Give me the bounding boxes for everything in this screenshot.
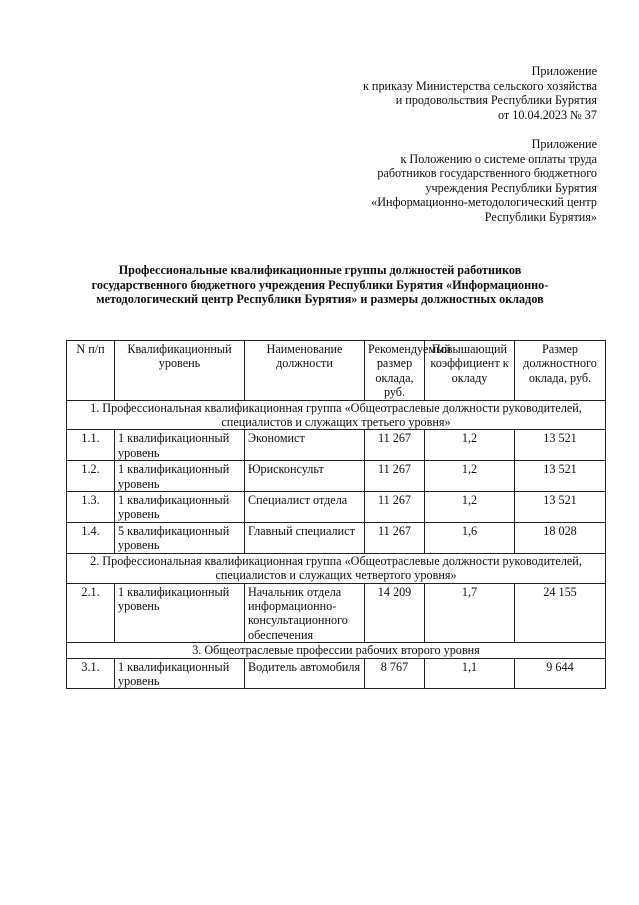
appendix-regulation-line: Республики Бурятия»: [484, 209, 597, 224]
cell-recommended-salary: 11 267: [365, 522, 425, 553]
group-row: [67, 400, 606, 430]
header-position: Наименование должности: [245, 341, 365, 401]
cell-level: 1 квалификационный уровень: [115, 583, 245, 643]
cell-coefficient: 1,2: [425, 430, 515, 461]
cell-position: Экономист: [245, 430, 365, 461]
cell-salary: 24 155: [515, 583, 606, 643]
cell-number: 1.2.: [67, 461, 115, 492]
cell-number: 1.3.: [67, 492, 115, 523]
cell-number: 3.1.: [67, 658, 115, 689]
appendix-order-note: [363, 64, 597, 122]
cell-coefficient: 1,7: [425, 583, 515, 643]
group-row: [67, 643, 606, 658]
header-qualification-level: Квалификационный уровень: [115, 341, 245, 401]
cell-recommended-salary: 8 767: [365, 658, 425, 689]
cell-recommended-salary: 11 267: [365, 492, 425, 523]
cell-level: 1 квалификационный уровень: [115, 461, 245, 492]
cell-coefficient: 1,2: [425, 461, 515, 492]
appendix-regulation-line: Приложение: [531, 137, 597, 151]
cell-position: Главный специалист: [245, 522, 365, 553]
table-row: [67, 583, 606, 643]
cell-number: 1.1.: [67, 430, 115, 461]
cell-salary: 18 028: [515, 522, 606, 553]
table-row: [67, 492, 606, 523]
group-title: 3. Общеотраслевые профессии рабочих второго уровня: [67, 643, 606, 658]
header-number: N п/п: [67, 341, 115, 401]
appendix-regulation-note: [371, 137, 597, 225]
table-row: [67, 430, 606, 461]
title-line: методологический центр Республики Бурятия» и размеры должностных окладов: [96, 292, 544, 307]
cell-position: Юрисконсульт: [245, 461, 365, 492]
group-title: 2. Профессиональная квалификационная группа «Общеотраслевые должности руководителей, специалистов и служащих четвертого уровня»: [67, 553, 606, 583]
cell-salary: 13 521: [515, 430, 606, 461]
cell-position: Начальник отдела информационно-консультационного обеспечения: [245, 583, 365, 643]
cell-salary: 13 521: [515, 492, 606, 523]
cell-coefficient: 1,1: [425, 658, 515, 689]
document-title: [40, 263, 600, 307]
cell-recommended-salary: 11 267: [365, 430, 425, 461]
appendix-regulation-line: работников государственного бюджетного: [377, 166, 597, 181]
cell-coefficient: 1,6: [425, 522, 515, 553]
cell-position: Специалист отдела: [245, 492, 365, 523]
cell-number: 2.1.: [67, 583, 115, 643]
header-salary: Размер должностного оклада, руб.: [515, 341, 606, 401]
cell-number: 1.4.: [67, 522, 115, 553]
header-recommended-salary: Рекомендуемый размер оклада, руб.: [365, 341, 425, 401]
cell-salary: 9 644: [515, 658, 606, 689]
cell-level: 5 квалификационный уровень: [115, 522, 245, 553]
appendix-regulation-line: «Информационно-методологический центр: [371, 195, 597, 210]
header-coefficient: Повышающий коэффициент к окладу: [425, 341, 515, 401]
table-row: [67, 658, 606, 689]
cell-recommended-salary: 11 267: [365, 461, 425, 492]
table-row: [67, 522, 606, 553]
table-header-row: [67, 341, 606, 401]
cell-level: 1 квалификационный уровень: [115, 492, 245, 523]
appendix-order-line: Приложение: [531, 64, 597, 78]
title-line: Профессиональные квалификационные группы должностей работников: [118, 263, 522, 277]
cell-recommended-salary: 14 209: [365, 583, 425, 643]
table-row: [67, 461, 606, 492]
cell-position: Водитель автомобиля: [245, 658, 365, 689]
cell-coefficient: 1,2: [425, 492, 515, 523]
group-row: [67, 553, 606, 583]
appendix-order-line: к приказу Министерства сельского хозяйства: [362, 78, 597, 93]
cell-level: 1 квалификационный уровень: [115, 658, 245, 689]
cell-salary: 13 521: [515, 461, 606, 492]
title-line: государственного бюджетного учреждения Республики Бурятия «Информационно-: [91, 277, 549, 292]
appendix-order-line: и продовольствия Республики Бурятия: [395, 93, 597, 108]
group-title: 1. Профессиональная квалификационная группа «Общеотраслевые должности руководителей, специалистов и служащих третьего уровня»: [67, 400, 606, 430]
appendix-order-line: от 10.04.2023 № 37: [497, 107, 597, 122]
appendix-regulation-line: учреждения Республики Бурятия: [425, 180, 597, 195]
appendix-regulation-line: к Положению о системе оплаты труда: [400, 151, 597, 166]
salary-table: [66, 340, 606, 689]
cell-level: 1 квалификационный уровень: [115, 430, 245, 461]
